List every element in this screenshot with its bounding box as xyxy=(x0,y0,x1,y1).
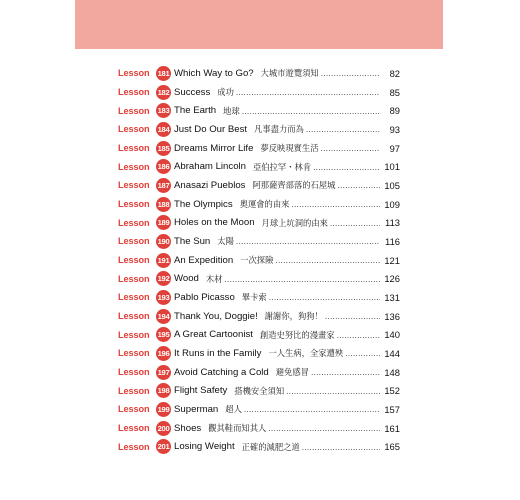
lesson-number-badge: 188 xyxy=(156,197,171,212)
lesson-title-chinese: 地球 xyxy=(223,105,240,116)
toc-entry[interactable] xyxy=(118,157,400,176)
lesson-number-badge: 201 xyxy=(156,439,171,454)
dot-leader xyxy=(302,442,380,452)
lesson-number-badge: 196 xyxy=(156,346,171,361)
dot-leader xyxy=(236,87,380,97)
lesson-label: Lesson xyxy=(118,311,150,322)
lesson-label: Lesson xyxy=(118,143,150,154)
lesson-title-english: Just Do Our Best xyxy=(174,123,248,135)
lesson-title-chinese: 成功 xyxy=(217,87,234,97)
lesson-title-english: Wood xyxy=(174,273,199,285)
lesson-title-chinese: 避免感冒 xyxy=(275,367,309,378)
lesson-title-chinese: 畢卡索 xyxy=(241,292,267,303)
dot-leader xyxy=(242,106,380,116)
lesson-title-chinese: 木材 xyxy=(205,273,223,284)
lesson-label: Lesson xyxy=(118,87,150,97)
toc-entry[interactable] xyxy=(118,400,400,419)
lesson-title-chinese: 一人生病，全家遭殃 xyxy=(268,348,344,359)
lesson-title-english: An Expedition xyxy=(174,254,234,266)
lesson-number-badge: 200 xyxy=(156,421,171,436)
lesson-number-badge: 198 xyxy=(156,383,171,398)
page-number: 109 xyxy=(384,198,400,210)
toc-entry[interactable] xyxy=(118,344,400,363)
dot-leader xyxy=(236,236,380,246)
toc-entry[interactable] xyxy=(118,363,400,382)
lesson-title-english: Success xyxy=(174,86,211,98)
lesson-title-english: Which Way to Go? xyxy=(174,67,254,79)
lesson-number-badge: 182 xyxy=(156,85,171,100)
lesson-label: Lesson xyxy=(118,404,150,415)
page-number: 121 xyxy=(384,254,400,266)
header-band xyxy=(75,0,443,49)
dot-leader xyxy=(321,68,380,78)
lesson-title-english: The Earth xyxy=(174,105,217,117)
lesson-title-chinese: 阿那薩齊部落的石屋城 xyxy=(252,180,336,191)
lesson-title-english: Thank You, Doggie! xyxy=(174,310,258,322)
lesson-title-english: Superman xyxy=(174,403,219,415)
page-number: 97 xyxy=(389,142,400,154)
lesson-title-chinese: 一次探險 xyxy=(240,255,274,266)
dot-leader xyxy=(225,274,381,284)
toc-entry[interactable] xyxy=(118,120,400,139)
toc-entry[interactable] xyxy=(118,213,400,232)
page-number: 101 xyxy=(384,161,400,173)
toc-entry[interactable] xyxy=(118,64,400,83)
lesson-label: Lesson xyxy=(118,273,150,284)
toc-entry[interactable] xyxy=(118,269,400,288)
page-number: 131 xyxy=(384,291,400,303)
lesson-title-english: Dreams Mirror Life xyxy=(174,142,254,154)
lesson-title-chinese: 夢反映現實生活 xyxy=(260,143,319,154)
toc-entry[interactable] xyxy=(118,232,400,251)
lesson-label: Lesson xyxy=(118,236,150,247)
page-number: 140 xyxy=(384,329,400,341)
lesson-label: Lesson xyxy=(118,255,150,266)
lesson-title-chinese: 觀其鞋而知其人 xyxy=(208,423,267,434)
lesson-title-chinese: 正確的減肥之道 xyxy=(241,441,300,452)
toc-entry[interactable] xyxy=(118,251,400,270)
lesson-title-english: Anasazi Pueblos xyxy=(174,179,246,191)
lesson-number-badge: 186 xyxy=(156,159,171,174)
page-number: 126 xyxy=(384,273,400,285)
toc-entry[interactable] xyxy=(118,325,400,344)
lesson-title-english: Shoes xyxy=(174,422,202,434)
lesson-title-english: It Runs in the Family xyxy=(174,347,262,359)
page-number: 157 xyxy=(384,403,400,415)
lesson-label: Lesson xyxy=(118,217,150,228)
toc-entry[interactable] xyxy=(118,437,400,456)
toc-entry[interactable] xyxy=(118,139,400,158)
lesson-title-english: Pablo Picasso xyxy=(174,291,235,303)
dot-leader xyxy=(291,199,380,209)
lesson-label: Lesson xyxy=(118,423,150,434)
lesson-number-badge: 190 xyxy=(156,234,171,249)
lesson-title-english: The Sun xyxy=(174,235,211,247)
lesson-number-badge: 199 xyxy=(156,402,171,417)
lesson-number-badge: 195 xyxy=(156,327,171,342)
lesson-title-english: Flight Safety xyxy=(174,385,228,397)
lesson-title-english: The Olympics xyxy=(174,198,233,210)
dot-leader xyxy=(311,367,380,377)
lesson-title-english: A Great Cartoonist xyxy=(174,329,253,341)
lesson-title-chinese: 亞伯拉罕・林肯 xyxy=(253,161,312,172)
lesson-title-chinese: 大城市遊覽須知 xyxy=(260,68,319,79)
lesson-title-chinese: 謝謝你，狗狗！ xyxy=(264,311,323,322)
lesson-label: Lesson xyxy=(118,441,150,452)
dot-leader xyxy=(337,180,380,190)
toc-entry[interactable] xyxy=(118,307,400,326)
dot-leader xyxy=(337,330,380,340)
lesson-label: Lesson xyxy=(118,199,150,210)
page-number: 165 xyxy=(384,441,400,453)
lesson-title-chinese: 搭機安全須知 xyxy=(234,385,285,396)
lesson-number-badge: 181 xyxy=(156,66,171,81)
lesson-number-badge: 194 xyxy=(156,309,171,324)
page-number: 113 xyxy=(385,217,400,229)
lesson-number-badge: 191 xyxy=(156,253,171,268)
page-number: 85 xyxy=(389,86,400,98)
toc-entry[interactable] xyxy=(118,176,400,195)
lesson-number-badge: 193 xyxy=(156,290,171,305)
lesson-label: Lesson xyxy=(118,329,150,340)
lesson-label: Lesson xyxy=(118,105,150,116)
lesson-number-badge: 184 xyxy=(156,122,171,137)
dot-leader xyxy=(345,348,380,358)
lesson-title-chinese: 奧運會的由來 xyxy=(239,199,290,210)
lesson-title-english: Avoid Catching a Cold xyxy=(174,366,269,378)
page-number: 82 xyxy=(389,67,400,79)
page-number: 105 xyxy=(384,179,400,191)
lesson-title-english: Losing Weight xyxy=(174,441,235,453)
page-number: 144 xyxy=(384,347,400,359)
dot-leader xyxy=(268,423,380,433)
toc-entry[interactable] xyxy=(118,288,400,307)
dot-leader xyxy=(244,404,380,414)
page-number: 89 xyxy=(389,105,400,117)
lesson-label: Lesson xyxy=(118,385,150,396)
lesson-number-badge: 185 xyxy=(156,141,171,156)
page-number: 93 xyxy=(389,123,400,135)
lesson-number-badge: 187 xyxy=(156,178,171,193)
lesson-title-english: Abraham Lincoln xyxy=(174,161,246,173)
dot-leader xyxy=(269,292,380,302)
dot-leader xyxy=(321,143,380,153)
lesson-title-chinese: 超人 xyxy=(225,404,242,415)
lesson-title-chinese: 月球上坑洞的由來 xyxy=(261,217,328,228)
page-number: 136 xyxy=(384,310,400,322)
lesson-title-chinese: 凡事盡力而為 xyxy=(254,124,304,135)
lesson-label: Lesson xyxy=(118,348,150,359)
lesson-label: Lesson xyxy=(118,68,150,79)
page-number: 116 xyxy=(385,235,400,247)
lesson-number-badge: 192 xyxy=(156,271,171,286)
lesson-title-chinese: 太陽 xyxy=(217,236,234,247)
dot-leader xyxy=(330,218,380,228)
page-number: 161 xyxy=(384,422,400,434)
toc-entry[interactable] xyxy=(118,83,400,102)
lesson-label: Lesson xyxy=(118,161,150,172)
dot-leader xyxy=(313,162,380,172)
lesson-label: Lesson xyxy=(118,180,150,191)
dot-leader xyxy=(325,311,380,321)
toc-entry[interactable] xyxy=(118,419,400,438)
toc-entry[interactable] xyxy=(118,381,400,400)
lesson-label: Lesson xyxy=(118,292,150,303)
lesson-label: Lesson xyxy=(118,124,150,135)
dot-leader xyxy=(306,124,380,134)
lesson-title-english: Holes on the Moon xyxy=(174,217,255,229)
lesson-number-badge: 183 xyxy=(156,103,171,118)
lesson-number-badge: 197 xyxy=(156,365,171,380)
lesson-number-badge: 189 xyxy=(156,215,171,230)
dot-leader xyxy=(286,386,380,396)
page-number: 148 xyxy=(384,366,400,378)
toc-entry[interactable] xyxy=(118,195,400,214)
dot-leader xyxy=(275,255,380,265)
lesson-label: Lesson xyxy=(118,367,150,378)
table-of-contents xyxy=(118,64,400,456)
toc-entry[interactable] xyxy=(118,101,400,120)
lesson-title-chinese: 創造史努比的漫畫家 xyxy=(259,329,335,340)
page-number: 152 xyxy=(384,385,400,397)
